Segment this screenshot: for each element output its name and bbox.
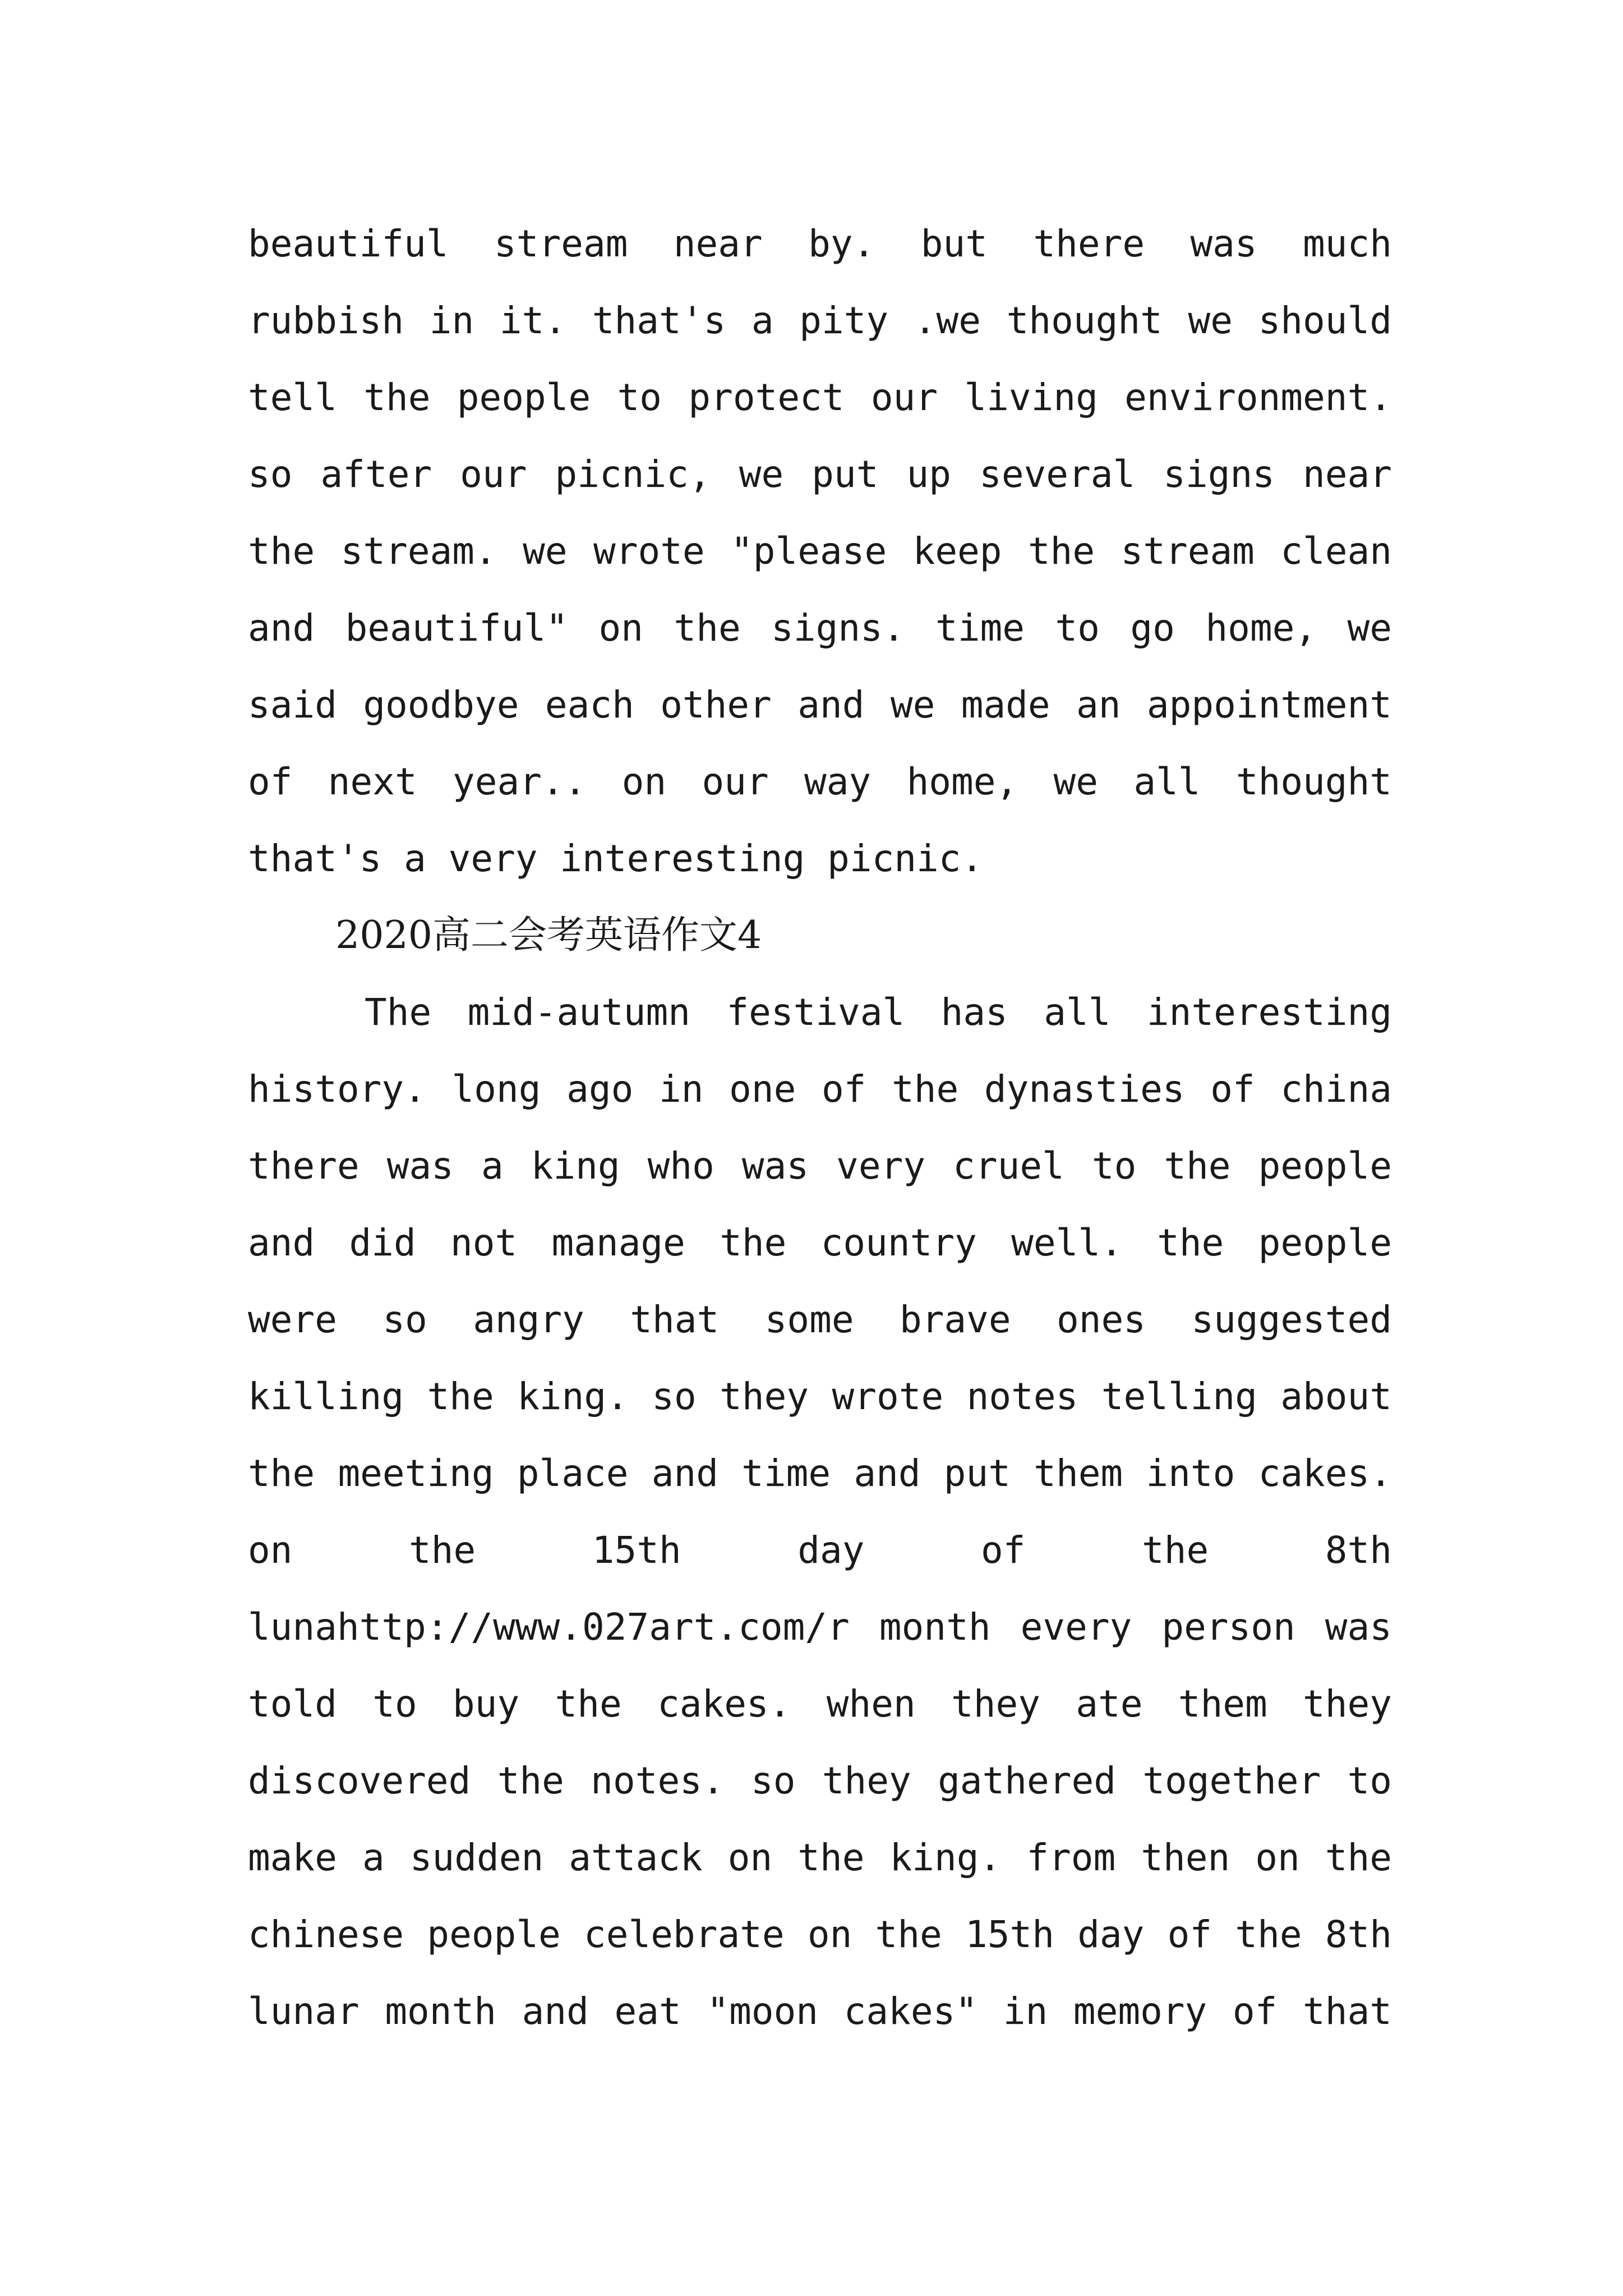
text-line: tell the people to protect our living environment.: [248, 376, 1392, 419]
text-line: lunahttp://www.027art.com/r month every person was: [248, 1605, 1392, 1649]
text-line: of next year.. on our way home, we all thought: [248, 760, 1392, 803]
text-line: on the 15th day of the 8th: [248, 1529, 1392, 1572]
text-line: so after our picnic, we put up several signs near: [248, 453, 1392, 496]
text-line: killing the king. so they wrote notes telling about: [248, 1375, 1392, 1418]
text-line: discovered the notes. so they gathered together to: [248, 1759, 1392, 1802]
text-line: lunar month and eat "moon cakes" in memory of that: [248, 1990, 1392, 2033]
text-line: rubbish in it. that's a pity .we thought we should: [248, 299, 1392, 342]
text-line: and beautiful" on the signs. time to go home, we: [248, 606, 1392, 650]
text-line: the meeting place and time and put them into cakes.: [248, 1452, 1392, 1495]
text-line: there was a king who was very cruel to the people: [248, 1144, 1392, 1188]
text-line: told to buy the cakes. when they ate them they: [248, 1682, 1392, 1726]
text-line: the stream. we wrote "please keep the stream clean: [248, 530, 1392, 573]
section-heading: 2020高二会考英语作文4: [335, 913, 762, 958]
text-line: make a sudden attack on the king. from then on the: [248, 1836, 1392, 1879]
text-line: beautiful stream near by. but there was much: [248, 222, 1392, 265]
text-line: chinese people celebrate on the 15th day of the 8th: [248, 1913, 1392, 1956]
text-line: history. long ago in one of the dynasties of china: [248, 1068, 1392, 1111]
text-line: were so angry that some brave ones suggested: [248, 1298, 1392, 1341]
text-line: The mid-autumn festival has all interesting: [365, 991, 1392, 1034]
text-line: said goodbye each other and we made an appointment: [248, 683, 1392, 726]
text-line: that's a very interesting picnic.: [248, 837, 984, 880]
text-line: and did not manage the country well. the people: [248, 1221, 1392, 1264]
